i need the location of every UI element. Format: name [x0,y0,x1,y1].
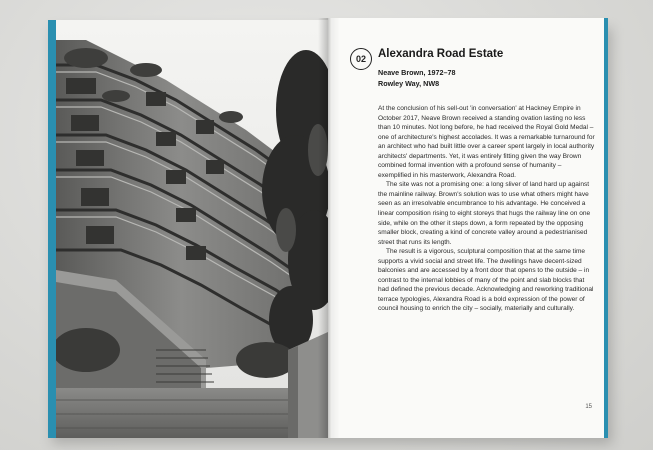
architect-line: Neave Brown, 1972–78 [378,68,456,77]
paragraph: At the conclusion of his sell-out 'in conversation' at Hackney Empire in October 2017, Neave Brown received a standing ovation lasting no less than 10 minutes. Not long before, he had received the Royal Gold Medal – one of architecture's highest accolades. It was a remarkable turnaround for an architect who had built little over a career spent largely in local authority architects' departments. Yet, it was entirely fitting given the way Brown combined formal invention with a profound sense of humanity – exemplified in his masterwork, Alexandra Road. [378,105,595,179]
body-text [378,104,596,314]
paragraph: The result is a vigorous, sculptural composition that at the same time supports a vivid social and street life. The dwellings have decent-sized balconies and are accessed by a front door that opens to the outside – in contrast to the internal lobbies of many of the point and slab blocks that had defined the previous decade. Acknowledging and reworking traditional terrace typologies, Alexandra Road is a bold expression of the power of council housing to enrich the city – socially, materially and culturally. [378,248,594,313]
paragraph: The site was not a promising one: a long sliver of land hard up against the mainline railway. Brown's solution was to use what others might have seen as an irresolvable encumbrance to his advantage. He conceived a linear composition rising to eight storeys that hugs the railway line on one side, while on the other it steps down, a form repeated by the opposing smaller block, creating a kind of concrete valley around a pedestrianised street that runs its length. [378,181,591,246]
entry-meta [378,68,456,89]
left-page [56,20,328,438]
entry-number-badge: 02 [350,48,372,70]
right-page [328,18,604,438]
book-gutter-shadow [318,18,340,438]
page-number: 15 [585,404,592,410]
address-line: Rowley Way, NW8 [378,78,440,88]
entry-title: Alexandra Road Estate [378,48,504,60]
building-photo [56,20,328,438]
